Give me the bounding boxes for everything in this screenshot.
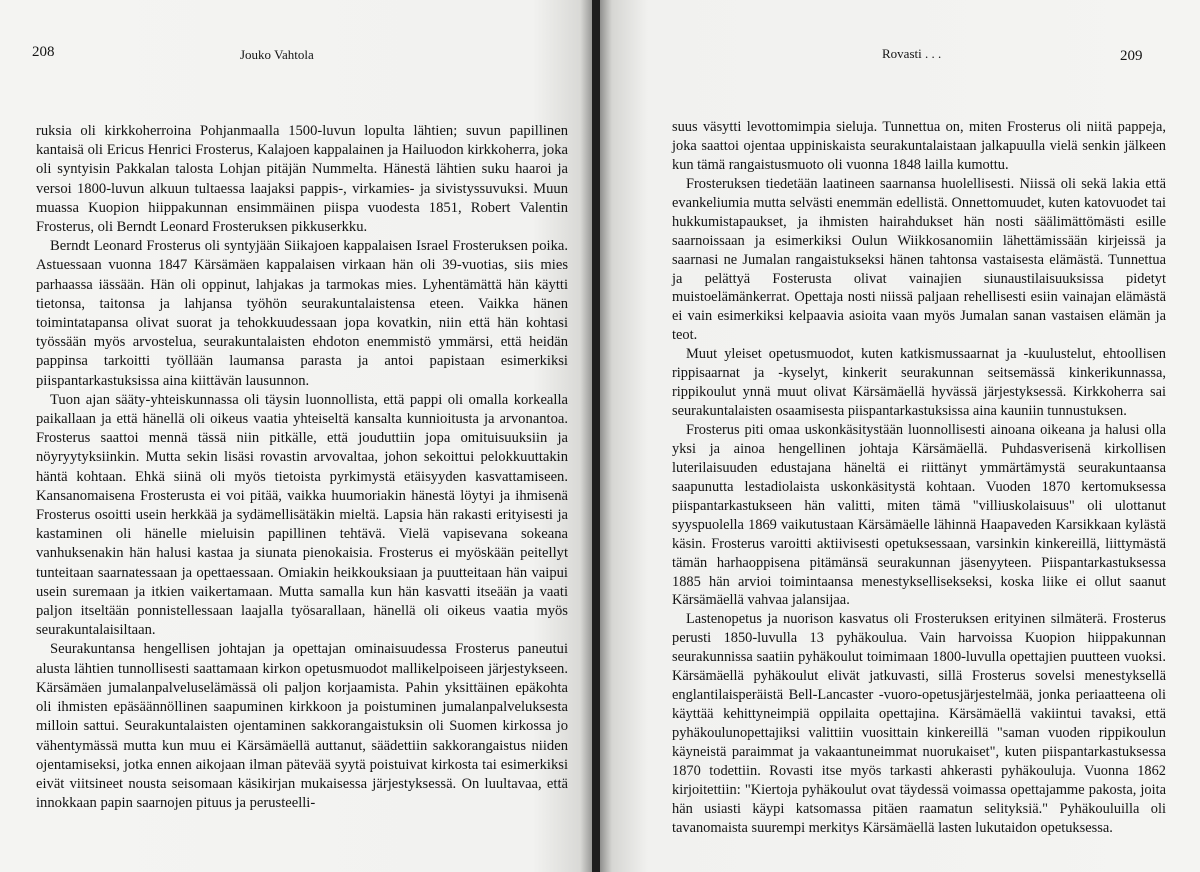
right-page xyxy=(600,0,1200,872)
left-page xyxy=(0,0,592,872)
paragraph: Tuon ajan sääty-yhteiskunnassa oli täysin luonnollista, että pappi oli omalla korkealla paikallaan ja että hänellä oli oikeus vaatia yhteiseltä kansalta kunnioitusta ja arvonantoa. Frosterus saattoi mennä tässä niin pitkälle, että jouduttiin jopa omituisuuksiin ja nöyryytyksiinkin. Mutta sekin lisäsi rovastin arvovaltaa, johon sekoittui pelokkuuttakin häntä kohtaan. Ehkä siinä oli myös tietoista pyrkimystä etäisyyden kasvattamiseen. Kansanomaisena Frosterusta ei voi pitää, vaikka huumoriakin hänestä löytyi ja ihmisenä Frosterus osoitti usein herkkää ja sydämellisätäkin mieltä. Lapsia hän rakasti erityisesti ja kastaminen oli hänelle mieluisin papillinen tehtävä. Vielä vapisevana sokeana vanhuksenakin hän halusi kastaa ja siunata pienokaisia. Frosterus ei myöskään peitellyt tunteitaan saarnatessaan ja opettaessaan. Omiakin heikkouksiaan ja puutteitaan hän vaipui usein suremaan ja itkien vaikertamaan. Mutta samalla kun hän kasvatti itseään ja vaati paljon itseltään ponnistellessaan laajalla työsarallaan, hänellä oli oikeus vaatia myös seurakuntalaisiltaan. xyxy=(36,391,568,639)
paragraph: suus väsytti levottomimpia sieluja. Tunnettua on, miten Frosterus oli niitä pappeja, joka saattoi ojentaa uppiniskaista seurakuntalaistaan jalkapuulla vielä senkin jälkeen kun tämä rangaistusmuoto oli vuonna 1848 lailla kumottu. xyxy=(672,119,1166,173)
page-number-right: 209 xyxy=(1120,48,1143,64)
left-page-text xyxy=(36,122,568,813)
paragraph: ruksia oli kirkkoherroina Pohjanmaalla 1500-luvun lopulta lähtien; suvun papillinen kantaisä oli Ericus Henrici Frosterus, Kalajoen kappalainen ja Hailuodon kirkkoherra, joka oli syntyisin Pakkalan talosta Lohjan pitäjän Nummelta. Hänestä lähtien suku haaroi ja versoi 1800-luvun alkuun tultaessa laajaksi pappis-, virkamies- ja sivistyssuvuksi. Muun muassa Kuopion hiippakunnan ensimmäinen piispa vuodesta 1851, Robert Valentin Frosterus, oli Berndt Leonard Frosteruksen pikkuserkku. xyxy=(36,123,568,236)
right-page-text xyxy=(672,118,1166,838)
paragraph: Seurakuntansa hengellisen johtajan ja opettajan ominaisuudessa Frosterus paneutui alusta lähtien tunnollisesti saattamaan kirkon opetusmuodot mallikelpoiseen järjestykseen. Kärsämäen jumalanpalveluselämässä oli paljon korjaamista. Pahin yksittäinen epäkohta oli ihmisten epäsäännöllinen saapuminen kirkkoon ja poistuminen jumalanpalveluksesta milloin sattui. Seurakuntalaisten ojentaminen sakkorangaistuksin oli Suomen kirkossa jo vähentymässä mutta kun muu ei Kärsämäellä auttanut, säädettiin sakkorangaistus niiden ojentamiseksi, jotka ennen aikojaan ilman pätevää syytä poistuivat kirkosta tai esimerkiksi eivät viitsineet nousta seisomaan käsikirjan mukaisessa järjestyksessä. On luultavaa, että innokkaan papin saarnojen pituus ja perusteelli- xyxy=(36,641,568,812)
book-gutter xyxy=(592,0,600,872)
running-head-right: Rovasti . . . xyxy=(882,46,942,61)
paragraph: Lastenopetus ja nuorison kasvatus oli Frosteruksen erityinen silmäterä. Frosterus perusti 1850-luvulla 13 pyhäkoulua. Vain harvoissa Kuopion hiippakunnan seurakunnissa saatiin pyhäkoulut toimimaan 1800-luvulla opettajien puutteen vuoksi. Kärsämäellä pyhäkoulut elivät jatkuvasti, sillä Frosterus sovelsi menestyksellä englantilaisperäistä Bell-Lancaster -vuoro-opetusjärjestelmää, jonka periaatteena oli käyttää kehittyneimpiä oppilaita opettajina. Kärsämäellä vakiintui tavaksi, että pyhäkoulunopettajiksi valittiin vuosittain kinkereillä "saman vuoden rippikoulun käyneistä paraimmat ja vakaantuneimmat nuorukaiset", kuten piispantarkastuksessa 1870 todettiin. Rovasti itse myös tarkasti ahkerasti pyhäkouluja. Vuonna 1862 kirjoitettiin: "Kiertoja pyhäkoulut ovat täydessä voimassa opettajamme pakosta, joita hän usiasti käypi katsomassa pitäen raamatun selityksiä." Pyhäkouluilla oli tavanomaista suurempi merkitys Kärsämäellä lasten lukutaidon opetuksessa. xyxy=(672,611,1166,836)
paragraph: Berndt Leonard Frosterus oli syntyjään Siikajoen kappalaisen Israel Frosteruksen poika. Astuessaan vuonna 1847 Kärsämäen kappalaisen virkaan hän oli 39-vuotias, siis mies parhaassa iässään. Hän oli oppinut, lahjakas ja tarmokas mies. Lyhentämättä hän käytti tietonsa, taitonsa ja lahjansa työhön seurakuntalaistensa eteen. Vaikka hänen toimintatapansa olivat suorat ja tehokkuudessaan jopa kovatkin, niin että hän kohtasi työssään myös arvostelua, seurakuntalaisten ehdoton enemmistö ymmärsi, että heidän pappinsa tarkoitti työllään laumansa parasta ja antoi papistaan esimerkiksi piispantarkastuksissa aina kiittävän lausunnon. xyxy=(36,238,568,389)
page-number-left: 208 xyxy=(32,44,55,60)
paragraph: Muut yleiset opetusmuodot, kuten katkismussaarnat ja -kuulustelut, ehtoollisen rippisaarnat ja -kyselyt, kinkerit seurakunnan seitsemässä kinkerikunnassa, rippikoulut ynnä muut olivat Kärsämäellä hyvässä järjestyksessä. Kirkkoherra sai seurakuntalaisten osaamisesta piispantarkastuksissa aina kauniin tunnustuksen. xyxy=(672,346,1166,420)
running-head-left: Jouko Vahtola xyxy=(240,47,314,62)
paragraph: Frosteruksen tiedetään laatineen saarnansa huolellisesti. Niissä oli sekä lakia että evankeliumia mutta selvästi enemmän edellistä. Onnettomuudet, kuten katovuodet tai hukkumistapaukset, ja ihmisten hairahdukset hän nosti säälimättömästi esille saarnoissaan ja esimerkiksi Oulun Wiikkosanomiin lähettämissään kirjeissä ja saarnasi ne Jumalan rangaistukseksi hänen tahtonsa vastaisesta elämästä. Tunnettua ja pelättyä Fosterusta olivat vainajien siunaustilaisuuksissa pidetyt muistoelämänkerrat. Opettaja nosti niissä paljaan rehellisesti esiin vainajan elämästä ei vain esimerkiksi kelpaavia asioita vaan myös Jumalan sanan vastaisen elämän ja teot. xyxy=(672,175,1166,344)
paragraph: Frosterus piti omaa uskonkäsitystään luonnollisesti ainoana oikeana ja halusi olla yksi ja ainoa hengellinen johtaja Kärsämäellä. Puhdasverisenä kirkollisen luterilaisuuden edustajana häneltä ei riittänyt ymmärtämystä seurakuntaansa saapunutta lestadiolaista uskonkäsitystä kohtaan. Vuoden 1870 kertomuksessa piispantarkastukseen hän valitti, miten tämä "villiuskolaisuus" oli ulottanut syyspuolella 1869 vaikutustaan Kärsämäelle lähinnä Haapaveden Karsikkaan kylästä käsin. Frosterus varoitti aktiivisesti opetuksessaan, varsinkin kinkereillä, liittymästä tämän harhaoppisena pitämänsä seurakunnan jäsenyyteen. Piispantarkastuksessa 1885 hän arvioi toimintaansa menestyksellisekseksi, koska liike ei ollut saanut Kärsämäellä vahvaa jalansijaa. xyxy=(672,422,1166,609)
